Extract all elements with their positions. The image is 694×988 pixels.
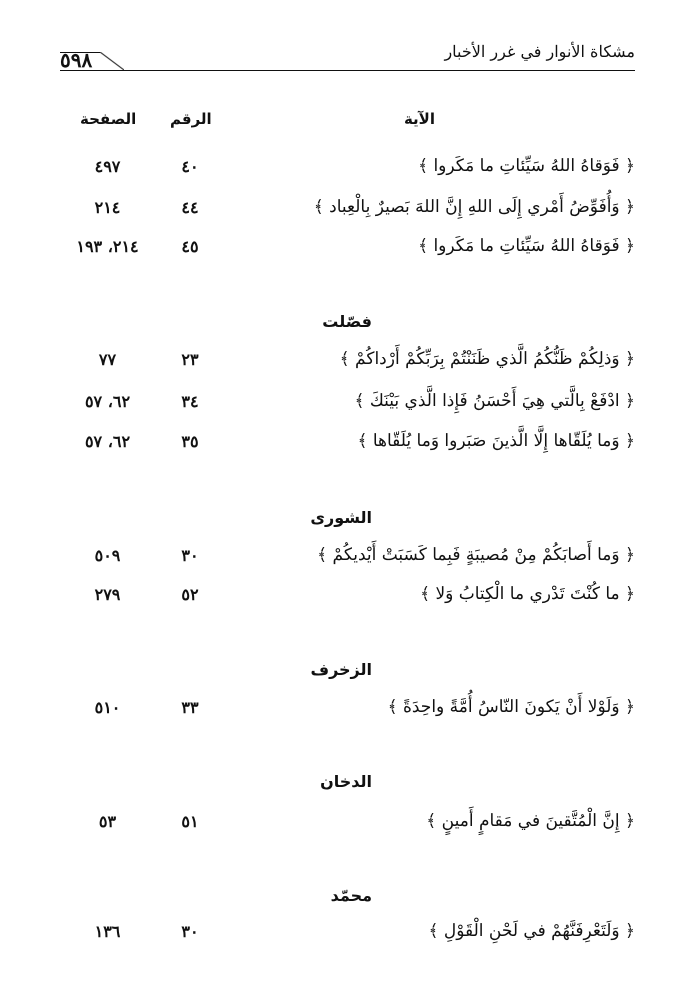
table-row <box>60 920 635 948</box>
table-row <box>60 235 635 263</box>
column-headers <box>60 110 635 134</box>
ayah-number: ٣٠ <box>181 922 199 941</box>
page-number: ٥٩٨ <box>60 48 93 72</box>
ayah-text: ﴿ فَوَقاهُ اللهُ سَيِّئاتِ ما مَكَروا ﴾ <box>418 236 635 256</box>
ayah-text: ﴿ وَلَوْلا أَنْ يَكونَ النّاسُ أُمَّةً واحِدَةً ﴾ <box>387 697 635 717</box>
ayah-text: ﴿ وَلَتَعْرِفَنَّهُمْ في لَحْنِ الْقَوْلِ ﴾ <box>428 921 635 941</box>
page-refs: ٢١٤ <box>94 198 121 217</box>
page-refs: ٢٧٩ <box>94 585 121 604</box>
table-row <box>60 430 635 458</box>
table-row <box>60 348 635 376</box>
page-refs: ٧٧ <box>98 350 117 369</box>
page-refs: ٤٩٧ <box>94 157 121 176</box>
surah-title: الشورى <box>310 508 372 527</box>
page-refs: ٦٢، ٥٧ <box>84 392 131 411</box>
column-header-number: الرقم <box>170 110 212 128</box>
table-row <box>60 390 635 418</box>
ayah-number: ٤٠ <box>181 157 199 176</box>
surah-title: فصّلت <box>322 312 372 331</box>
ayah-text: ﴿ وَذلِكُمْ ظَنُّكُمُ الَّذي ظَنَنْتُمْ بِرَبِّكُمْ أَرْداكُمْ ﴾ <box>339 349 635 369</box>
ayah-number: ٤٥ <box>181 237 199 256</box>
ayah-number: ٢٣ <box>181 350 199 369</box>
table-row <box>60 155 635 183</box>
surah-title: الزخرف <box>310 660 372 679</box>
ayah-number: ٣٤ <box>181 392 199 411</box>
ayah-number: ٥١ <box>181 812 199 831</box>
header-rule <box>60 70 635 71</box>
table-row <box>60 583 635 611</box>
ayah-text: ﴿ إِنَّ الْمُتَّقينَ في مَقامٍ أَمينٍ ﴾ <box>426 811 635 831</box>
table-row <box>60 544 635 572</box>
ayah-text: ﴿ وَأُفَوِّضُ أَمْري إِلَى اللهِ إِنَّ اللهَ بَصيرٌ بِالْعِباد ﴾ <box>313 197 635 217</box>
surah-title: محمّد <box>330 886 372 905</box>
column-header-page: الصفحة <box>80 110 137 128</box>
surah-title: الدخان <box>320 772 372 791</box>
page-refs: ٢١٤، ١٩٣ <box>76 237 139 256</box>
ayah-text: ﴿ ادْفَعْ بِالَّتي هِيَ أَحْسَنُ فَإِذا الَّذي بَيْنَكَ ﴾ <box>354 391 635 411</box>
ayah-number: ٣٠ <box>181 546 199 565</box>
table-row <box>60 196 635 224</box>
ayah-number: ٣٣ <box>181 698 199 717</box>
page-refs: ٥٣ <box>98 812 117 831</box>
ayah-text: ﴿ وَما يُلَقّاها إِلَّا الَّذينَ صَبَروا وَما يُلَقّاها ﴾ <box>357 431 635 451</box>
table-row <box>60 810 635 838</box>
page-refs: ١٣٦ <box>94 922 121 941</box>
ayah-number: ٤٤ <box>181 198 199 217</box>
page-refs: ٦٢، ٥٧ <box>84 432 131 451</box>
running-title: مشكاة الأنوار في غرر الأخبار <box>444 42 635 61</box>
ayah-number: ٣٥ <box>181 432 199 451</box>
ayah-text: ﴿ ما كُنْتَ تَدْري ما الْكِتابُ وَلا ﴾ <box>420 584 635 604</box>
table-row <box>60 696 635 724</box>
header-slant <box>100 52 124 70</box>
column-header-ayah: الآية <box>403 110 435 128</box>
page-header <box>60 40 635 80</box>
page-refs: ٥٠٩ <box>94 546 121 565</box>
page-refs: ٥١٠ <box>94 698 121 717</box>
ayah-number: ٥٢ <box>181 585 199 604</box>
ayah-text: ﴿ وَما أَصابَكُمْ مِنْ مُصيبَةٍ فَبِما كَسَبَتْ أَيْديكُمْ ﴾ <box>317 545 635 565</box>
ayah-text: ﴿ فَوَقاهُ اللهُ سَيِّئاتِ ما مَكَروا ﴾ <box>418 156 635 176</box>
